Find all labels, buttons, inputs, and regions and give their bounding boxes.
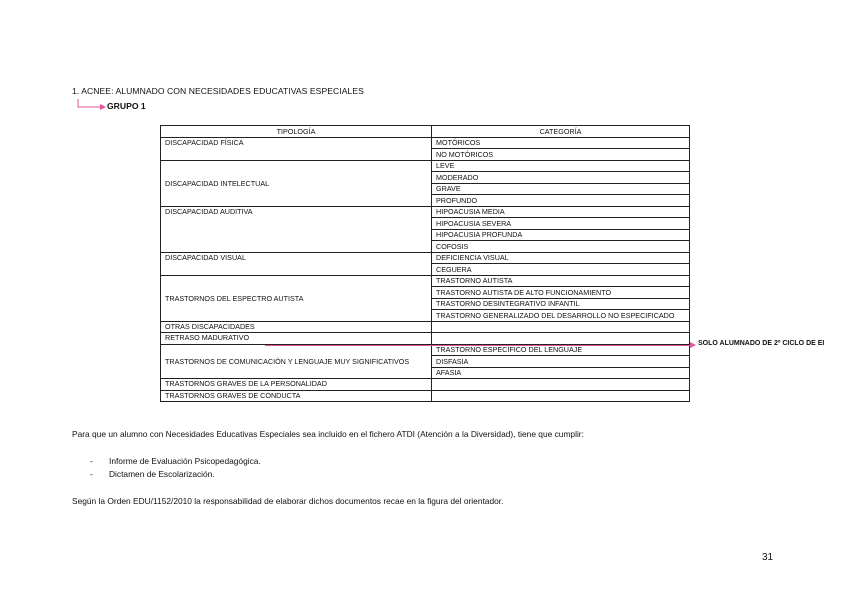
- tipologia-cell: DISCAPACIDAD FÍSICA: [161, 137, 432, 160]
- typology-table: [160, 125, 690, 402]
- categoria-cell: [432, 321, 690, 333]
- categoria-cell: HIPOACUSIA MEDIA: [432, 206, 690, 218]
- categoria-cell: TRASTORNO AUTISTA: [432, 275, 690, 287]
- header-categoria: CATEGORÍA: [432, 126, 690, 138]
- arrow-right-icon: [690, 342, 696, 348]
- group-arrow-icon: [77, 99, 107, 111]
- requirements-intro: Para que un alumno con Necesidades Educativas Especiales sea incluido en el fichero ATDI (Atención a la Diversidad), tiene que cumplir:: [72, 429, 584, 439]
- tipologia-cell: TRASTORNOS GRAVES DE LA PERSONALIDAD: [161, 379, 432, 391]
- table-row: [161, 333, 690, 345]
- categoria-cell: MODERADO: [432, 172, 690, 184]
- tipologia-cell: DISCAPACIDAD VISUAL: [161, 252, 432, 275]
- categoria-cell: AFASIA: [432, 367, 690, 379]
- categoria-cell: HIPOACUSIA SEVERA: [432, 218, 690, 230]
- table-row: [161, 321, 690, 333]
- categoria-cell: TRASTORNO ESPECÍFICO DEL LENGUAJE: [432, 344, 690, 356]
- group-label: GRUPO 1: [107, 101, 146, 111]
- table-row: [161, 344, 690, 356]
- categoria-cell: LEVE: [432, 160, 690, 172]
- table-row: [161, 390, 690, 402]
- categoria-cell: MOTÓRICOS: [432, 137, 690, 149]
- categoria-cell: TRASTORNO AUTISTA DE ALTO FUNCIONAMIENTO: [432, 287, 690, 299]
- requirement-text: Informe de Evaluación Psicopedagógica.: [109, 456, 261, 466]
- table-row: [161, 379, 690, 391]
- table-row: [161, 252, 690, 264]
- retraso-note: SOLO ALUMNADO DE 2º CICLO DE EI: [698, 340, 825, 347]
- table-row: [161, 137, 690, 149]
- tipologia-cell: TRASTORNOS GRAVES DE CONDUCTA: [161, 390, 432, 402]
- categoria-cell: TRASTORNO DESINTEGRATIVO INFANTIL: [432, 298, 690, 310]
- tipologia-cell: TRASTORNOS DE COMUNICACIÓN Y LENGUAJE MUY SIGNIFICATIVOS: [161, 344, 432, 379]
- section-heading: 1. ACNEE: ALUMNADO CON NECESIDADES EDUCATIVAS ESPECIALES: [72, 86, 364, 96]
- categoria-cell: CEGUERA: [432, 264, 690, 276]
- categoria-cell: DISFASIA: [432, 356, 690, 368]
- categoria-cell: [432, 333, 690, 345]
- list-marker: -: [90, 469, 93, 479]
- responsibility-note: Según la Orden EDU/1152/2010 la responsabilidad de elaborar dichos documentos recae en la figura del orientador.: [72, 496, 504, 506]
- page-number: 31: [762, 552, 774, 563]
- tipologia-cell: DISCAPACIDAD INTELECTUAL: [161, 160, 432, 206]
- categoria-cell: HIPOACUSIA PROFUNDA: [432, 229, 690, 241]
- retraso-arrow-line: [265, 345, 693, 346]
- list-item: [90, 455, 261, 468]
- requirements-list: [90, 455, 261, 481]
- tipologia-cell: TRASTORNOS DEL ESPECTRO AUTISTA: [161, 275, 432, 321]
- tipologia-cell: OTRAS DISCAPACIDADES: [161, 321, 432, 333]
- list-marker: -: [90, 456, 93, 466]
- tipologia-cell: DISCAPACIDAD AUDITIVA: [161, 206, 432, 252]
- categoria-cell: PROFUNDO: [432, 195, 690, 207]
- header-tipologia: TIPOLOGÍA: [161, 126, 432, 138]
- table-row: [161, 206, 690, 218]
- table-row: [161, 275, 690, 287]
- categoria-cell: [432, 390, 690, 402]
- table-row: [161, 160, 690, 172]
- categoria-cell: TRASTORNO GENERALIZADO DEL DESARROLLO NO ESPECIFICADO: [432, 310, 690, 322]
- tipologia-cell: RETRASO MADURATIVO: [161, 333, 432, 345]
- list-item: [90, 468, 261, 481]
- categoria-cell: GRAVE: [432, 183, 690, 195]
- requirement-text: Dictamen de Escolarización.: [109, 469, 215, 479]
- categoria-cell: [432, 379, 690, 391]
- categoria-cell: NO MOTÓRICOS: [432, 149, 690, 161]
- categoria-cell: DEFICIENCIA VISUAL: [432, 252, 690, 264]
- categoria-cell: COFOSIS: [432, 241, 690, 253]
